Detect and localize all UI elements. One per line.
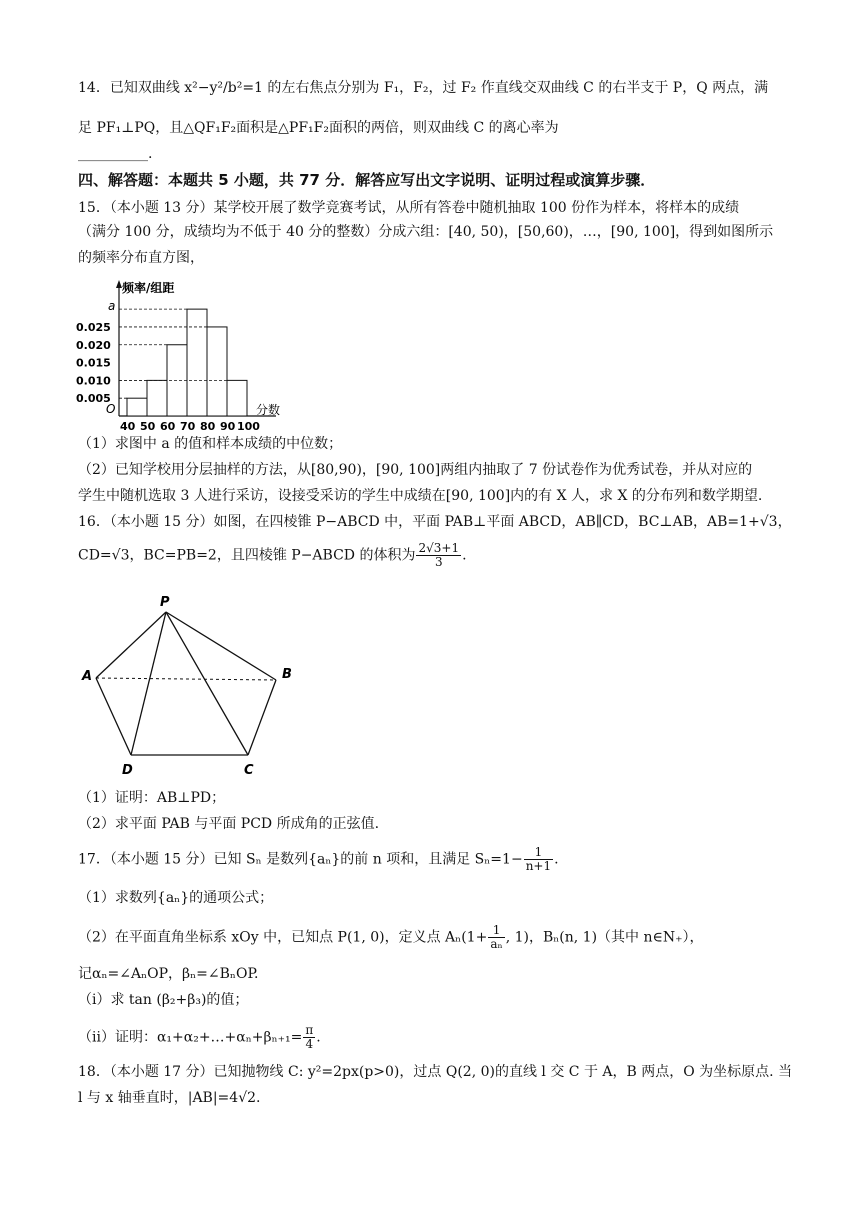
q15-line3: 的频率分布直方图，	[78, 250, 204, 266]
q17-line1	[78, 846, 559, 873]
vertex-A: A	[82, 669, 93, 684]
histogram-bar	[147, 380, 167, 416]
vertex-B: B	[282, 667, 292, 682]
histogram-bar	[127, 398, 147, 416]
q15-line1: 15．（本小题 13 分）某学校开展了数学竞赛考试，从所有答卷中随机抽取 100 份作为样本，将样本的成绩	[78, 200, 740, 216]
vertex-C: C	[244, 763, 254, 778]
q17-line1-end: .	[554, 851, 559, 868]
q14-line2: 足 PF₁⊥PQ，且△QF₁F₂面积是△PF₁F₂面积的两倍，则双曲线 C 的离心率为	[78, 120, 559, 136]
q16-volume-denominator: 3	[434, 555, 443, 569]
x-tick-label: 70	[180, 420, 196, 433]
frequency-histogram	[76, 276, 296, 433]
origin-label: O	[106, 402, 116, 416]
y-tick-label: 0.005	[76, 392, 111, 406]
a-tick-label: a	[108, 299, 116, 313]
q16-volume-numerator: 2√3+1	[418, 541, 460, 555]
edge-AD	[96, 678, 131, 755]
q17-sub2-end: , 1)，Bₙ(n, 1)（其中 n∈N₊），	[505, 929, 704, 946]
histogram-bar	[227, 380, 247, 416]
q18-line2: l 与 x 轴垂直时，|AB|=4√2.	[78, 1090, 261, 1106]
q14-line1: 14．已知双曲线 x²−y²/b²=1 的左右焦点分别为 F₁，F₂，过 F₂ 作直线交双曲线 C 的右半支于 P，Q 两点，满	[78, 80, 769, 96]
q17-pi-numerator: π	[305, 1023, 314, 1037]
q17-sub2-line	[78, 924, 704, 951]
y-axis-label: 频率/组距	[122, 281, 175, 295]
q16-line2-end: .	[462, 547, 467, 564]
q16-line1: 16．（本小题 15 分）如图，在四棱锥 P−ABCD 中，平面 PAB⊥平面 ABCD，AB∥CD，BC⊥AB，AB=1+√3，	[78, 514, 792, 530]
edge-PA	[96, 612, 166, 678]
q17-pi-fraction	[303, 1024, 315, 1051]
q17-s-denominator: n+1	[525, 859, 552, 873]
q16-sub1: （1）证明：AB⊥PD；	[78, 790, 226, 806]
q17-line1-text: 17．（本小题 15 分）已知 Sₙ 是数列{aₙ}的前 n 项和，且满足 Sₙ=1−	[78, 851, 523, 868]
q17-a-denominator: aₙ	[490, 937, 503, 951]
section-four-heading: 四、解答题：本题共 5 小题，共 77 分．解答应写出文字说明、证明过程或演算步骤．	[78, 171, 656, 189]
histogram-bar	[207, 327, 227, 416]
edge-PD	[131, 612, 166, 755]
q14-blank: __________.	[78, 146, 153, 162]
vertex-D: D	[122, 763, 133, 778]
edge-AB-hidden	[96, 678, 276, 680]
x-tick-label: 50	[140, 420, 156, 433]
q18-line1: 18．（本小题 17 分）已知抛物线 C: y²=2px(p>0)，过点 Q(2, 0)的直线 l 交 C 于 A，B 两点，O 为坐标原点. 当	[78, 1064, 793, 1080]
edge-PC	[166, 612, 248, 755]
q17-sub2ii-text: （ii）证明：α₁+α₂+…+αₙ+βₙ₊₁=	[78, 1029, 303, 1046]
q17-sub1: （1）求数列{aₙ}的通项公式；	[78, 890, 274, 906]
x-tick-label: 60	[160, 420, 176, 433]
q17-sub2c: 记αₙ=∠AₙOP，βₙ=∠BₙOP.	[78, 966, 259, 982]
y-tick-label: 0.015	[76, 356, 111, 370]
q17-a-numerator: 1	[488, 924, 504, 938]
q17-sub2ii	[78, 1024, 321, 1051]
y-tick-label: 0.010	[76, 374, 111, 388]
histogram-bar	[187, 309, 207, 416]
q16-sub2: （2）求平面 PAB 与平面 PCD 所成角的正弦值.	[78, 816, 380, 832]
q16-line2-text: CD=√3，BC=PB=2，且四棱锥 P−ABCD 的体积为	[78, 547, 416, 564]
x-axis-label: 分数	[256, 403, 281, 417]
x-tick-label: 100	[237, 420, 260, 433]
q15-sub2a: （2）已知学校用分层抽样的方法，从[80,90)，[90, 100]两组内抽取了 7 份试卷作为优秀试卷，并从对应的	[78, 462, 753, 478]
q17-a-fraction	[488, 924, 504, 951]
q17-pi-denominator: 4	[305, 1037, 314, 1051]
q17-sub2-text: （2）在平面直角坐标系 xOy 中，已知点 P(1, 0)，定义点 Aₙ(1+	[78, 929, 488, 946]
y-tick-label: 0.025	[76, 320, 111, 334]
q17-sub2ii-end: .	[316, 1029, 321, 1046]
edge-PB	[166, 612, 276, 680]
q15-line2: （满分 100 分，成绩均为不低于 40 分的整数）分成六组：[40, 50)，[50,60)，…，[90, 100]，得到如图所示	[78, 224, 774, 240]
edge-CB	[248, 680, 276, 755]
q16-volume-fraction	[416, 542, 461, 569]
q17-s-numerator: 1	[524, 846, 553, 860]
q17-s-fraction	[524, 846, 553, 873]
x-tick-label: 80	[200, 420, 216, 433]
vertex-P: P	[160, 595, 170, 610]
x-tick-label: 90	[220, 420, 236, 433]
pyramid-figure	[76, 592, 306, 782]
y-tick-label: 0.020	[76, 338, 111, 352]
x-tick-label: 40	[120, 420, 136, 433]
q15-sub1: （1）求图中 a 的值和样本成绩的中位数；	[78, 436, 343, 452]
q17-sub2i: （i）求 tan (β₂+β₃)的值；	[78, 992, 249, 1008]
q16-line2	[78, 542, 467, 569]
q15-sub2b: 学生中随机选取 3 人进行采访，设接受采访的学生中成绩在[90, 100]内的有 X 人，求 X 的分布列和数学期望.	[78, 488, 763, 504]
